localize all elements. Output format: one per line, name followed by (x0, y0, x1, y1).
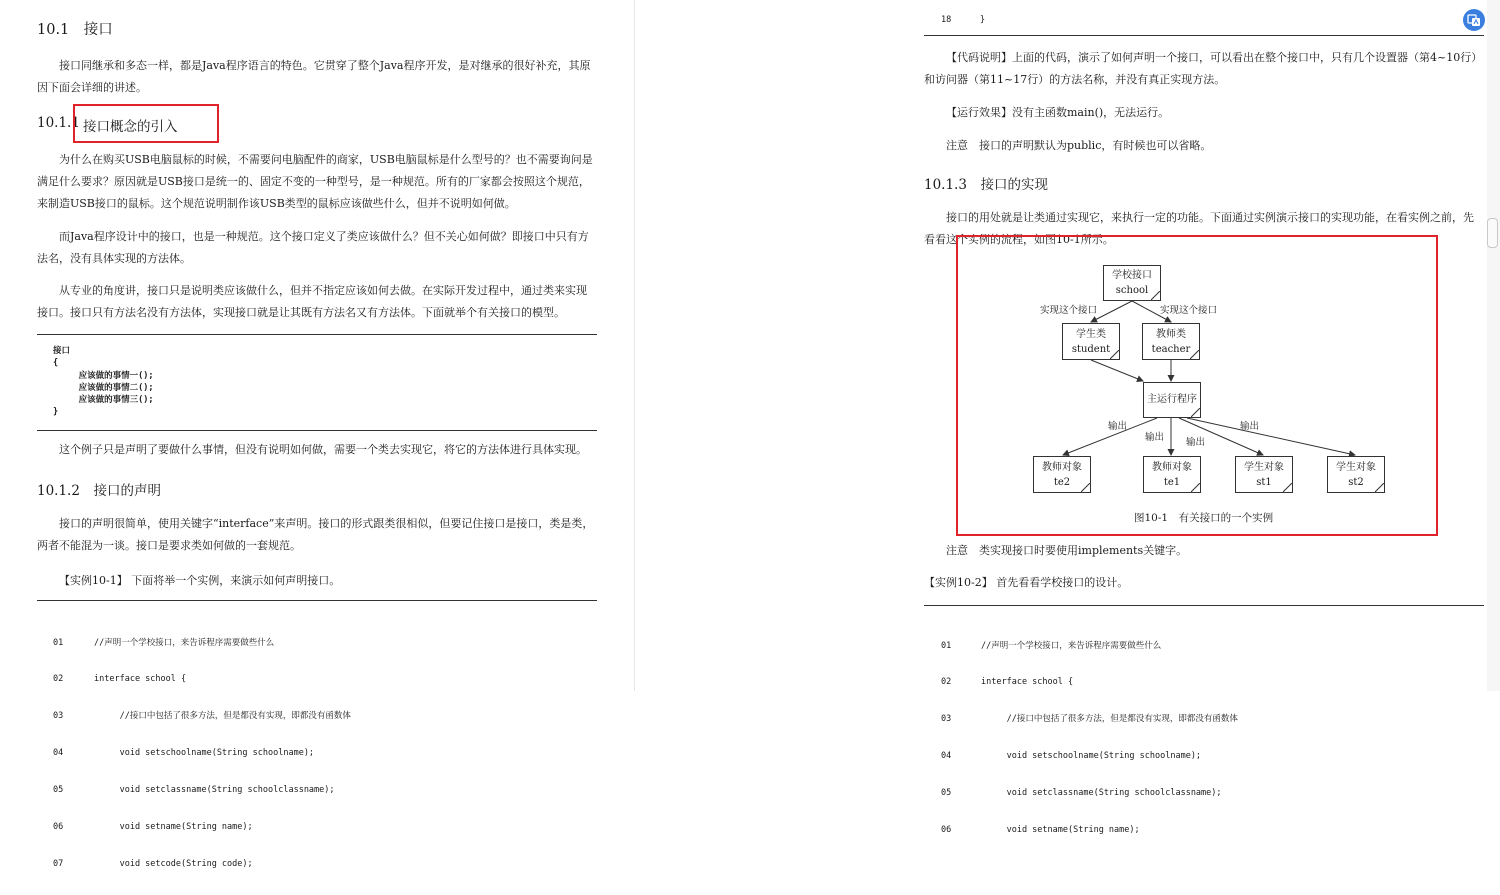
page-gutter (634, 0, 888, 691)
node-sublabel: teacher (1151, 344, 1191, 355)
node-sublabel: st2 (1348, 477, 1364, 488)
node-label: 学生对象 (1336, 462, 1376, 473)
node-teacher-class (1142, 323, 1200, 360)
label-output-4: 输出 (1240, 421, 1260, 432)
fold-corner-icon (1190, 350, 1199, 359)
arrow-main-st2 (1187, 418, 1355, 455)
label-output-1: 输出 (1108, 421, 1128, 432)
fold-corner-icon (1191, 408, 1200, 417)
note-public: 注意 接口的声明默认为public，有时候也可以省略。 (946, 139, 1212, 152)
arrow-student-main (1091, 360, 1143, 381)
node-school-interface (1103, 265, 1161, 301)
code-lines-right (981, 615, 1238, 861)
paragraph-declaration: 接口的声明很简单，使用关键字“interface”来声明。接口的形式跟类很相似，但要记住接口是接口，类是类，两者不能混为一谈。接口是要求类如何做的一套规范。 (37, 517, 594, 552)
line-number: 05 (53, 785, 64, 796)
model-code-block: 接口 { 应该做的事情一(); 应该做的事情二(); 应该做的事情三(); } (53, 346, 154, 418)
paragraph-intro: 接口同继承和多态一样，都是Java程序语言的特色。它贯穿了整个Java程序开发，是对继承的很好补充，其原因下面会详细的讲述。 (37, 59, 591, 94)
fold-corner-icon (1283, 483, 1292, 492)
paragraph-implementation: 接口的用处就是让类通过实现它，来执行一定的功能。下面通过实例演示接口的实现功能，在看实例之前，先看看这个实例的流程，如图10-1所示。 (924, 211, 1474, 246)
code-rule-top (37, 334, 597, 335)
code-rule-bottom (37, 430, 597, 431)
code-line-numbers-left (53, 612, 73, 895)
code-line-number-18: 18 (941, 15, 952, 25)
fold-corner-icon (1081, 483, 1090, 492)
node-teacher-object-te1 (1143, 456, 1201, 493)
line-number: 04 (941, 751, 952, 762)
left-page (0, 0, 634, 869)
translate-icon (1467, 13, 1481, 27)
paragraph-usb: 为什么在购买USB电脑鼠标的时候，不需要问电脑配件的商家，USB电脑鼠标是什么型号的？也不需要询问是满足什么要求？原因就是USB接口是统一的、固定不变的一种型号，是一种规范。所有的厂家都会按照这个规范，来制造USB接口的鼠标。这个规范说明制作该USB类型的鼠标应该做些什么，但并不说明如何做。 (37, 153, 593, 210)
paragraph-professional: 从专业的角度讲，接口只是说明类应该做什么，但并不指定应该如何去做。在实际开发过程中，通过类来实现接口。接口只有方法名没有方法体，实现接口就是让其既有方法名又有方法体。下面就举个有关接口的模型。 (37, 284, 587, 319)
node-label: 学校接口 (1112, 270, 1152, 281)
code-rule-example1 (37, 600, 597, 601)
label-output-2: 输出 (1145, 432, 1165, 443)
right-page (887, 0, 1487, 836)
fold-corner-icon (1110, 350, 1119, 359)
node-student-class (1062, 323, 1120, 360)
node-label: 教师类 (1156, 329, 1186, 340)
subsection-title-10-1-1: 接口概念的引入 (83, 119, 178, 135)
line-number: 03 (941, 714, 952, 725)
line-number: 01 (941, 640, 952, 651)
code-line: //声明一个学校接口，来告诉程序需要做些什么 (94, 637, 275, 648)
line-number: 06 (941, 825, 952, 836)
paragraph-example-note: 这个例子只是声明了要做什么事情，但没有说明如何做，需要一个类去实现它，将它的方法体进行具体实现。 (59, 443, 587, 456)
code-line: void setclassname(String schoolclassname); (94, 785, 335, 796)
code-line: interface school { (94, 674, 187, 685)
node-sublabel: te1 (1163, 477, 1181, 488)
node-label: 主运行程序 (1147, 394, 1197, 405)
code-line: //声明一个学校接口，来告诉程序需要做些什么 (981, 640, 1162, 651)
subsection-number-10-1-1: 10.1.1 (37, 115, 80, 131)
code-line: void setschoolname(String schoolname); (94, 748, 315, 759)
code-lines-left (94, 612, 351, 895)
line-number: 02 (53, 674, 64, 685)
code-line: void setschoolname(String schoolname); (981, 751, 1202, 762)
fold-corner-icon (1151, 291, 1160, 300)
paragraph-code-explain: 【代码说明】上面的代码，演示了如何声明一个接口，可以看出在整个接口中，只有几个设置器（第4~10行）和访问器（第11~17行）的方法名称，并没有真正实现方法。 (924, 51, 1483, 86)
node-main-program (1143, 382, 1201, 418)
figure-caption: 图10-1 有关接口的一个实例 (1134, 512, 1274, 524)
node-sublabel: student (1071, 344, 1111, 355)
line-number: 01 (53, 637, 64, 648)
code-line-numbers-right (941, 615, 961, 861)
note-implements: 注意 类实现接口时要使用implements关键字。 (946, 544, 1188, 557)
scrollbar-thumb[interactable] (1487, 218, 1498, 248)
node-sublabel: te2 (1053, 477, 1071, 488)
node-label: 教师对象 (1042, 462, 1082, 473)
code-line: void setclassname(String schoolclassname); (981, 788, 1222, 799)
node-teacher-object-te2 (1033, 456, 1091, 493)
label-implement-left: 实现这个接口 (1040, 305, 1098, 316)
vertical-scrollbar[interactable] (1487, 0, 1500, 691)
example-10-1-label: 【实例10-1】 下面将举一个实例，来演示如何声明接口。 (59, 574, 341, 587)
example-10-2-label: 【实例10-2】 首先看看学校接口的设计。 (924, 576, 1129, 589)
node-sublabel: school (1115, 285, 1149, 296)
line-number: 02 (941, 677, 952, 688)
code-line: void setcode(String code); (94, 858, 253, 869)
code-rule-example2 (924, 605, 1484, 606)
code-line: //接口中包括了很多方法，但是都没有实现，即都没有函数体 (981, 714, 1238, 725)
label-implement-right: 实现这个接口 (1160, 305, 1218, 316)
code-line: void setname(String name); (94, 822, 253, 833)
node-student-object-st1 (1235, 456, 1293, 493)
code-line: interface school { (981, 677, 1074, 688)
section-heading-10-1: 10.1 接口 (37, 22, 113, 38)
arrow-school-student (1091, 301, 1132, 322)
code-line: void setname(String name); (981, 825, 1140, 836)
node-label: 学生对象 (1244, 462, 1284, 473)
paragraph-run-effect: 【运行效果】没有主函数main()，无法运行。 (946, 106, 1170, 119)
code-line-closing-brace: } (980, 15, 986, 25)
line-number: 04 (53, 748, 64, 759)
translate-button[interactable] (1463, 9, 1485, 31)
label-output-3: 输出 (1186, 437, 1206, 448)
fold-corner-icon (1375, 483, 1384, 492)
node-sublabel: st1 (1256, 477, 1272, 488)
line-number: 05 (941, 788, 952, 799)
paragraph-java-interface: 而Java程序设计中的接口，也是一种规范。这个接口定义了类应该做什么？但不关心如何做？即接口中只有方法名，没有具体实现的方法体。 (37, 230, 589, 265)
line-number: 03 (53, 711, 64, 722)
fold-corner-icon (1191, 483, 1200, 492)
code-line: //接口中包括了很多方法，但是都没有实现，即都没有函数体 (94, 711, 351, 722)
node-label: 教师对象 (1152, 462, 1192, 473)
subsection-heading-10-1-3: 10.1.3 接口的实现 (924, 177, 1048, 193)
line-number: 07 (53, 858, 64, 869)
subsection-heading-10-1-2: 10.1.2 接口的声明 (37, 483, 161, 499)
node-label: 学生类 (1076, 329, 1106, 340)
line-number: 06 (53, 822, 64, 833)
node-student-object-st2 (1327, 456, 1385, 493)
